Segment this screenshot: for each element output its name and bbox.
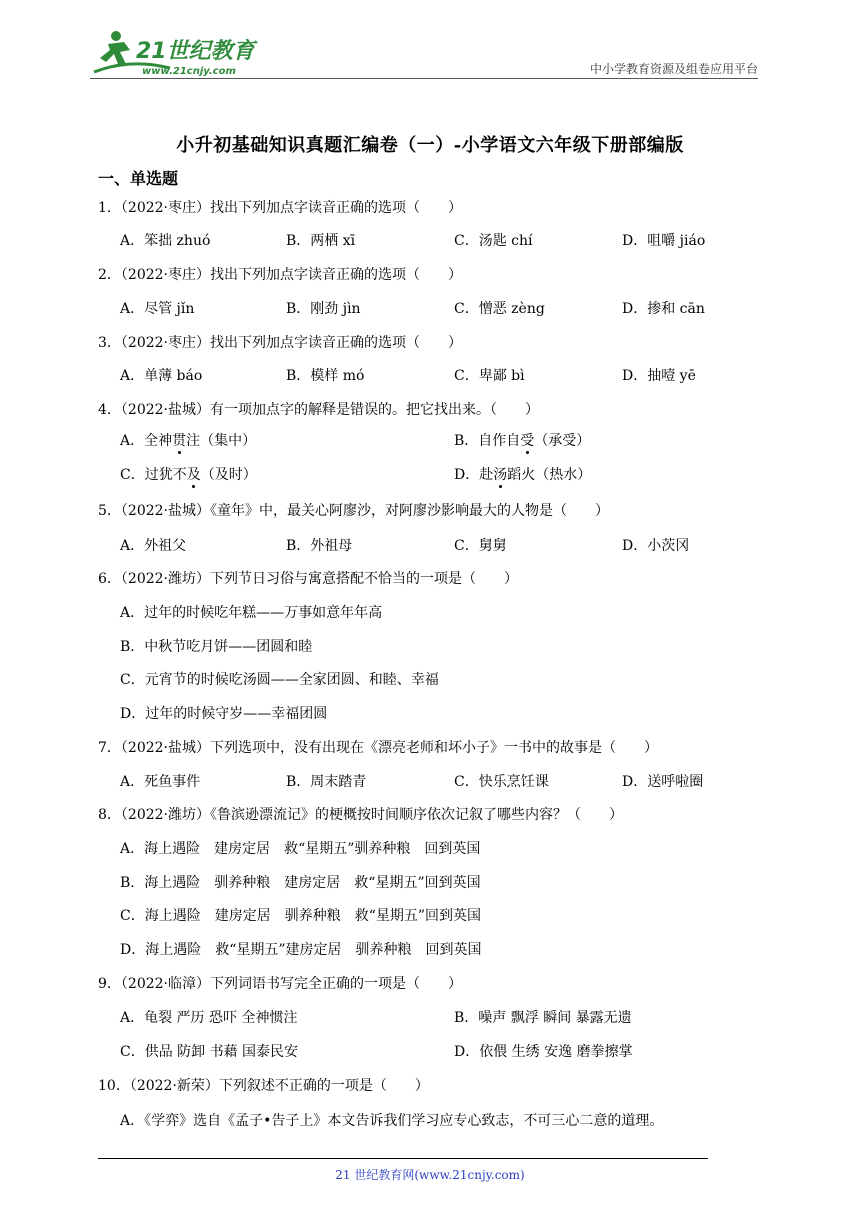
page-header — [90, 28, 758, 84]
question-7-stem: 7．（2022·盐城）下列选项中，没有出现在《漂亮老师和坏小子》一书中的故事是（ ） — [98, 740, 658, 756]
question-3-stem: 3．（2022·枣庄）找出下列加点字读音正确的选项（ ） — [98, 335, 462, 351]
question-10-stem: 10．（2022·新荣）下列叙述不正确的一项是（ ） — [98, 1078, 429, 1094]
q3-option-a: A．单薄 báo — [120, 368, 203, 384]
q4-c-dotted-char: 及 — [186, 467, 201, 483]
question-8-stem: 8．（2022·潍坊）《鲁滨逊漂流记》的梗概按时间顺序依次记叙了哪些内容？（ ） — [98, 807, 623, 823]
q5-option-a: A．外祖父 — [120, 538, 187, 554]
question-9-stem: 9．（2022·临漳）下列词语书写完全正确的一项是（ ） — [98, 976, 462, 992]
svg-text:21世纪教育: 21世纪教育 — [136, 39, 255, 64]
q7-option-d: D．送呼啦圈 — [622, 774, 704, 790]
page-title: 小升初基础知识真题汇编卷（一）-小学语文六年级下册部编版 — [176, 135, 684, 156]
q5-option-d: D．小茨冈 — [622, 538, 690, 554]
question-2-stem: 2．（2022·枣庄）找出下列加点字读音正确的选项（ ） — [98, 267, 462, 283]
svg-text:www.21cnjy.com: www.21cnjy.com — [142, 66, 236, 77]
q4-option-b: B．自作自受（承受） — [454, 433, 591, 449]
q3-option-d: D．抽噎 yē — [622, 368, 696, 384]
q2-option-d: D．掺和 cān — [622, 301, 705, 317]
q8-option-b: B．海上遇险 驯养种粮 建房定居 救“星期五”回到英国 — [120, 875, 481, 891]
q4-option-c: C．过犹不及（及时） — [120, 467, 257, 483]
footer-divider — [98, 1158, 708, 1159]
q8-option-a: A．海上遇险 建房定居 救“星期五”驯养种粮 回到英国 — [120, 841, 481, 857]
question-6-stem: 6．（2022·潍坊）下列节日习俗与寓意搭配不恰当的一项是（ ） — [98, 571, 518, 587]
q7-option-b: B．周末踏青 — [286, 774, 367, 790]
question-5-stem: 5．（2022·盐城）《童年》中，最关心阿廖沙，对阿廖沙影响最大的人物是（ ） — [98, 503, 609, 519]
q5-option-b: B．外祖母 — [286, 538, 353, 554]
q4-b-dotted-char: 受 — [520, 433, 535, 449]
q1-option-b: B．两栖 xī — [286, 233, 356, 249]
q6-option-a: A．过年的时候吃年糕——万事如意年年高 — [120, 605, 383, 621]
question-4-stem: 4．（2022·盐城）有一项加点字的解释是错误的。把它找出来。（ ） — [98, 402, 539, 418]
q7-option-c: C．快乐烹饪课 — [454, 774, 549, 790]
q6-option-c: C．元宵节的时候吃汤圆——全家团圆、和睦、幸福 — [120, 672, 439, 688]
q8-option-c: C．海上遇险 建房定居 驯养种粮 救“星期五”回到英国 — [120, 908, 482, 924]
q3-option-b: B．模样 mó — [286, 368, 365, 384]
q2-option-c: C．憎恶 zèng — [454, 301, 545, 317]
question-1-stem: 1．（2022·枣庄）找出下列加点字读音正确的选项（ ） — [98, 200, 462, 216]
q9-option-a: A．龟裂 严历 恐吓 全神惯注 — [120, 1010, 298, 1026]
q4-option-a: A．全神贯注（集中） — [120, 433, 257, 449]
q5-option-c: C．舅舅 — [454, 538, 507, 554]
q6-option-d: D．过年的时候守岁——幸福团圆 — [120, 706, 328, 722]
q1-option-a: A．笨拙 zhuó — [120, 233, 211, 249]
q4-d-dotted-char: 汤 — [493, 467, 508, 483]
q2-option-b: B．刚劲 jìn — [286, 301, 361, 317]
q1-option-d: D．咀嚼 jiáo — [622, 233, 706, 249]
q9-option-d: D．依偎 生绣 安逸 磨拳擦掌 — [454, 1044, 633, 1060]
header-platform-text: 中小学教育资源及组卷应用平台 — [589, 62, 758, 76]
q9-option-b: B．噪声 飘浮 瞬间 暴露无遗 — [454, 1010, 632, 1026]
q7-option-a: A．死鱼事件 — [120, 774, 201, 790]
q4-a-dotted-char: 贯 — [172, 433, 187, 449]
q8-option-d: D．海上遇险 救“星期五”建房定居 驯养种粮 回到英国 — [120, 942, 482, 958]
section-heading: 一、单选题 — [98, 169, 179, 188]
q3-option-c: C．卑鄙 bì — [454, 368, 525, 384]
q4-option-d: D．赴汤蹈火（热水） — [454, 467, 592, 483]
q2-option-a: A．尽管 jǐn — [120, 301, 195, 317]
q9-option-c: C．供品 防卸 书藉 国泰民安 — [120, 1044, 299, 1060]
q6-option-b: B．中秋节吃月饼——团圆和睦 — [120, 639, 313, 655]
footer-link[interactable]: 21 世纪教育网(www.21cnjy.com) — [335, 1168, 525, 1182]
header-divider — [90, 78, 758, 79]
q1-option-c: C．汤匙 chí — [454, 233, 533, 249]
21cnjy-logo — [90, 28, 260, 78]
q10-option-a: A．《学弈》选自《孟子•告子上》本文告诉我们学习应专心致志，不可三心二意的道理。 — [120, 1113, 664, 1129]
